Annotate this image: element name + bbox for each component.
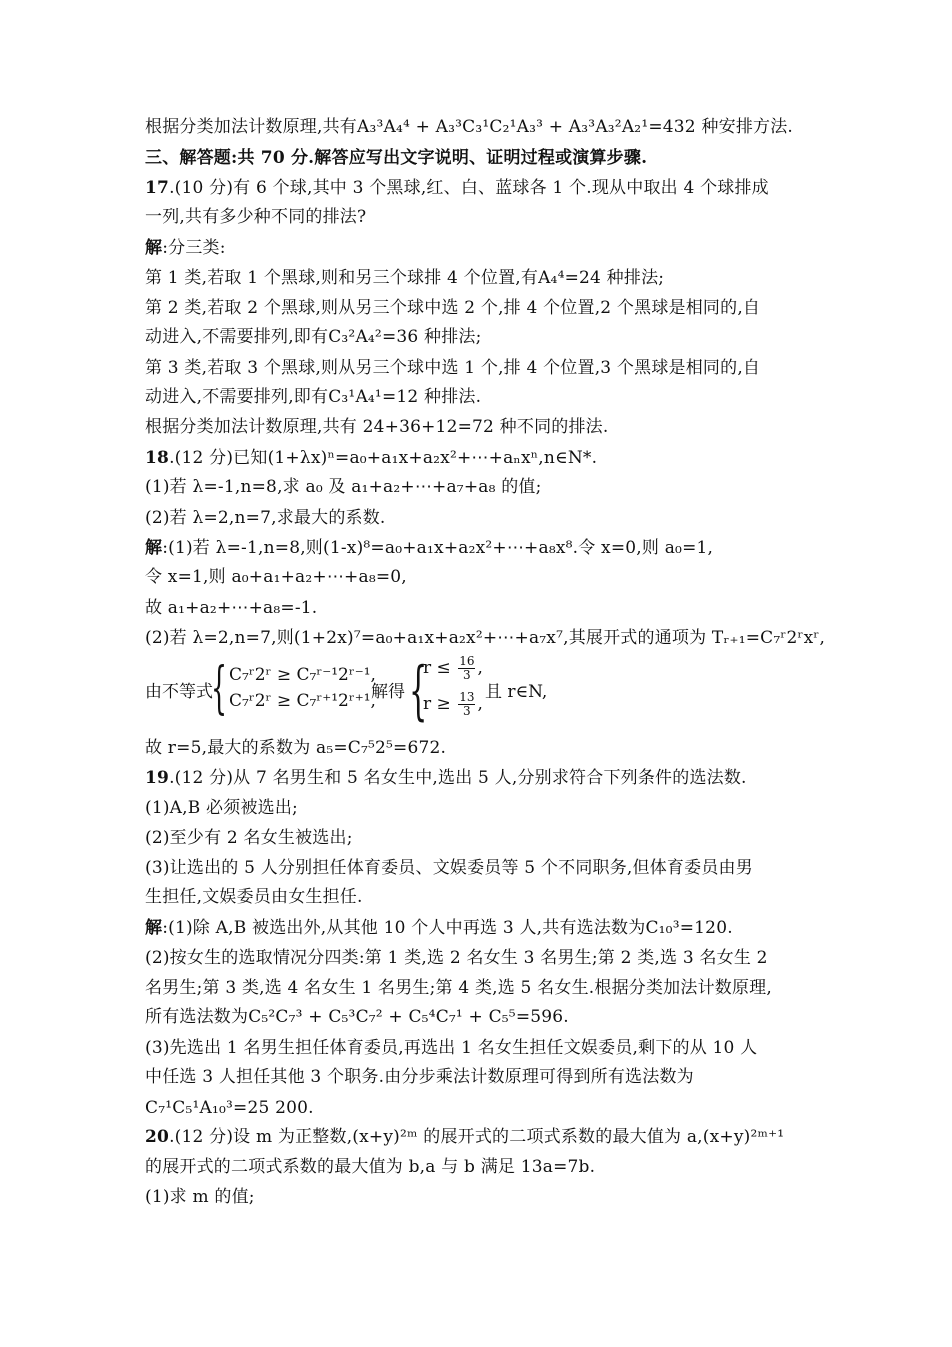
lead-marker: 19 [145,768,170,788]
inequality-system [145,655,845,727]
system-label: 由不等式 [145,682,213,702]
solved-label: 解得 [371,682,405,702]
solution-17-case-2-b: 动进入,不需要排列,即有C₃²A₄²=36 种排法; [145,327,482,347]
question-19-part-3-b: 生担任,文娱委员由女生担任. [145,887,363,907]
solution-19-line-5: (3)先选出 1 名男生担任体育委员,再选出 1 名女生担任文娱委员,剩下的从 10 人 [145,1038,758,1058]
lead-marker: 解 [145,538,163,558]
solution-17-case-3-b: 动进入,不需要排列,即有C₃¹A₄¹=12 种排法. [145,387,482,407]
solution-17-case-2-a: 第 2 类,若取 2 个黑球,则从另三个球中选 2 个,排 4 个位置,2 个黑球是相同的,自 [145,298,761,318]
solution-18-line-3: 故 a₁+a₂+⋯+a₈=-1. [145,598,318,618]
question-20-line-1: 20.(12 分)设 m 为正整数,(x+y)²ᵐ 的展开式的二项式系数的最大值为 a,(x+y)²ᵐ⁺¹ [145,1127,785,1147]
lead-marker: 20 [145,1127,170,1147]
solution-18-line-1: 解:(1)若 λ=-1,n=8,则(1-x)⁸=a₀+a₁x+a₂x²+⋯+a₈x⁸.令 x=0,则 a₀=1, [145,538,714,558]
solution-17-case-1: 第 1 类,若取 1 个黑球,则和另三个球排 4 个位置,有A₄⁴=24 种排法; [145,268,665,288]
question-19-part-1: (1)A,B 必须被选出; [145,798,298,818]
system-row-1: C₇ʳ2ʳ ≥ C₇ʳ⁻¹2ʳ⁻¹, [229,665,376,685]
solution-18-line-2: 令 x=1,则 a₀+a₁+a₂+⋯+a₈=0, [145,567,407,587]
left-brace-2: { [409,654,428,728]
question-19-part-2: (2)至少有 2 名女生被选出; [145,828,353,848]
fraction-13-3: $\frac{13}{3}$ [459,690,475,718]
solution-19-line-3: 名男生;第 3 类,选 4 名女生 1 名男生;第 4 类,选 5 名女生.根据分类加法计数原理, [145,978,772,998]
question-20-part-1: (1)求 m 的值; [145,1187,255,1207]
lead-marker: 17 [145,178,170,198]
question-20-line-2: 的展开式的二项式系数的最大值为 b,a 与 b 满足 13a=7b. [145,1157,596,1177]
question-17-line-2: 一列,共有多少种不同的排法? [145,207,367,227]
question-18-stem: 18.(12 分)已知(1+λx)ⁿ=a₀+a₁x+a₂x²+⋯+aₙxⁿ,n∈N*. [145,448,598,468]
lead-marker: 18 [145,448,170,468]
left-brace-1: { [211,656,228,721]
solution-17-intro: 解:分三类: [145,238,226,258]
solution-19-line-6: 中任选 3 人担任其他 3 个职务.由分步乘法计数原理可得到所有选法数为 [145,1067,694,1087]
solution-19-line-1: 解:(1)除 A,B 被选出外,从其他 10 个人中再选 3 人,共有选法数为C₁₀³=120. [145,918,733,938]
question-18-part-1: (1)若 λ=-1,n=8,求 a₀ 及 a₁+a₂+⋯+a₇+a₈ 的值; [145,477,542,497]
system-row-2: C₇ʳ2ʳ ≥ C₇ʳ⁺¹2ʳ⁺¹, [229,691,376,711]
question-19-part-3-a: (3)让选出的 5 人分别担任体育委员、文娱委员等 5 个不同职务,但体育委员由男 [145,858,753,878]
solution-19-line-2: (2)按女生的选取情况分四类:第 1 类,选 2 名女生 3 名男生;第 2 类,选 3 名女生 2 [145,948,768,968]
solution-17-case-3-a: 第 3 类,若取 3 个黑球,则从另三个球中选 1 个,排 4 个位置,3 个黑球是相同的,自 [145,358,761,378]
solution-17-total: 根据分类加法计数原理,共有 24+36+12=72 种不同的排法. [145,417,609,437]
condition-2: r ≥ $\frac{13}{3}$ , [423,690,483,718]
solution-19-line-4: 所有选法数为C₅²C₇³ + C₅³C₇² + C₅⁴C₇¹ + C₅⁵=596. [145,1007,569,1027]
question-19-stem: 19.(12 分)从 7 名男生和 5 名女生中,选出 5 人,分别求符合下列条件的选法数. [145,768,747,788]
condition-1: r ≤ $\frac{16}{3}$ , [423,654,483,682]
text-line-1: 根据分类加法计数原理,共有A₃³A₄⁴ + A₃³C₃¹C₂¹A₃³ + A₃³A₃²A₂¹=432 种安排方法. [145,117,794,137]
fraction-16-3: $\frac{16}{3}$ [459,654,475,682]
section-heading: 三、解答题:共 70 分.解答应写出文字说明、证明过程或演算步骤. [145,148,648,168]
solution-19-line-7: C₇¹C₅¹A₁₀³=25 200. [145,1098,314,1118]
lead-marker: 解 [145,918,163,938]
solution-18-line-4: (2)若 λ=2,n=7,则(1+2x)⁷=a₀+a₁x+a₂x²+⋯+a₇x⁷,其展开式的通项为 Tᵣ₊₁=C₇ʳ2ʳxʳ, [145,628,826,648]
lead-marker: 解 [145,238,163,258]
solution-18-conclusion: 故 r=5,最大的系数为 a₅=C₇⁵2⁵=672. [145,738,447,758]
system-tail: 且 r∈N, [485,682,548,702]
question-18-part-2: (2)若 λ=2,n=7,求最大的系数. [145,508,386,528]
question-17-line-1: 17.(10 分)有 6 个球,其中 3 个黑球,红、白、蓝球各 1 个.现从中取出 4 个球排成 [145,178,769,198]
